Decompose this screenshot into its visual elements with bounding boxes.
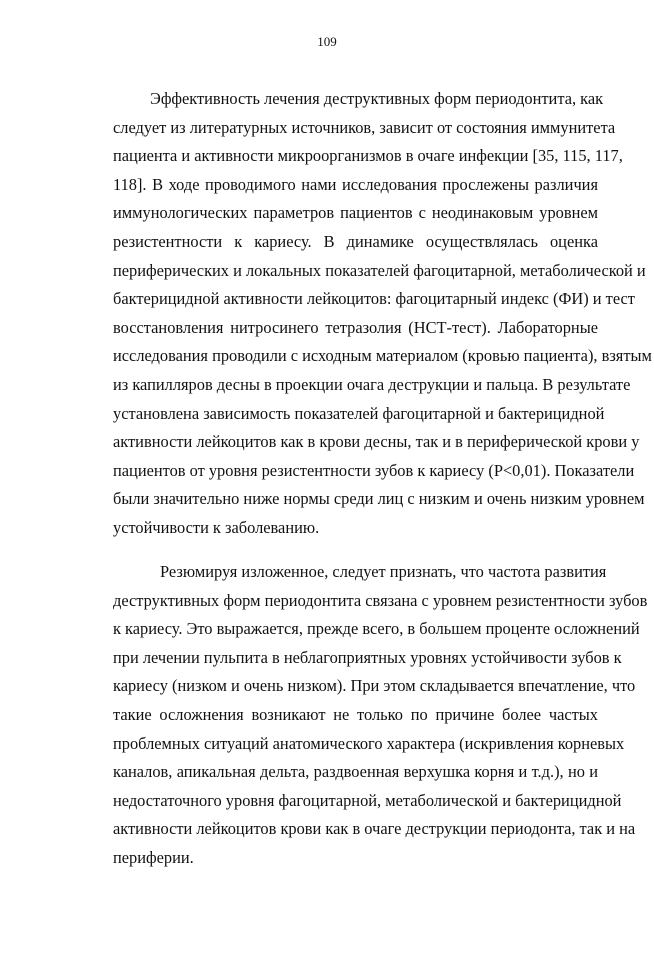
paragraph-line: активности лейкоцитов как в крови десны, так и в периферической крови у	[113, 432, 640, 452]
paragraph-line: иммунологических параметров пациентов с неодинаковым уровнем	[113, 203, 598, 223]
paragraph-line: Резюмируя изложенное, следует признать, что частота развития	[160, 562, 607, 581]
paragraph-line: при лечении пульпита в неблагоприятных уровнях устойчивости зубов к	[113, 647, 622, 667]
paragraph-line: кариесу (низком и очень низком). При этом складывается впечатление, что	[113, 676, 636, 696]
paragraph-line: активности лейкоцитов крови как в очаге деструкции периодонта, так и на	[113, 819, 636, 839]
paragraph-line: резистентности к кариесу. В динамике осуществлялась оценка	[113, 231, 598, 251]
paragraph-line: следует из литературных источников, зависит от состояния иммунитета	[113, 117, 616, 137]
paragraph-line: периферических и локальных показателей фагоцитарной, метаболической и	[113, 260, 646, 280]
paragraph-1	[113, 85, 652, 543]
paragraph-line: исследования проводили с исходным материалом (кровью пациента), взятым	[113, 346, 652, 366]
paragraph-line: деструктивных форм периодонтита связана с уровнем резистентности зубов	[113, 590, 648, 610]
paragraph-line: 118]. В ходе проводимого нами исследования прослежены различия	[113, 174, 598, 194]
paragraph-line: к кариесу. Это выражается, прежде всего, в большем проценте осложнений	[113, 619, 640, 639]
paragraph-line: пациентов от уровня резистентности зубов к кариесу (P<0,01). Показатели	[113, 460, 635, 480]
paragraph-line: недостаточного уровня фагоцитарной, метаболической и бактерицидной	[113, 790, 622, 810]
paragraph-line: из капилляров десны в проекции очага деструкции и пальца. В результате	[113, 374, 631, 394]
page-number: 109	[317, 34, 337, 49]
paragraph-line: бактерицидной активности лейкоцитов: фагоцитарный индекс (ФИ) и тест	[113, 289, 635, 309]
paragraph-line: были значительно ниже нормы среди лиц с низким и очень низким уровнем	[113, 489, 645, 509]
paragraph-line: Эффективность лечения деструктивных форм периодонтита, как	[150, 89, 604, 108]
paragraph-line: установлена зависимость показателей фагоцитарной и бактерицидной	[113, 403, 605, 423]
paragraph-2	[113, 558, 648, 873]
paragraph-line: такие осложнения возникают не только по причине более частых	[113, 704, 598, 724]
paragraph-line: периферии.	[113, 847, 194, 867]
paragraph-line: восстановления нитросинего тетразолия (НСТ-тест). Лабораторные	[113, 317, 598, 337]
paragraph-line: устойчивости к заболеванию.	[113, 517, 320, 537]
paragraph-line: пациента и активности микроорганизмов в очаге инфекции [35, 115, 117,	[113, 146, 623, 166]
paragraph-line: проблемных ситуаций анатомического характера (искривления корневых	[113, 733, 625, 753]
paragraph-line: каналов, апикальная дельта, раздвоенная верхушка корня и т.д.), но и	[113, 762, 598, 782]
